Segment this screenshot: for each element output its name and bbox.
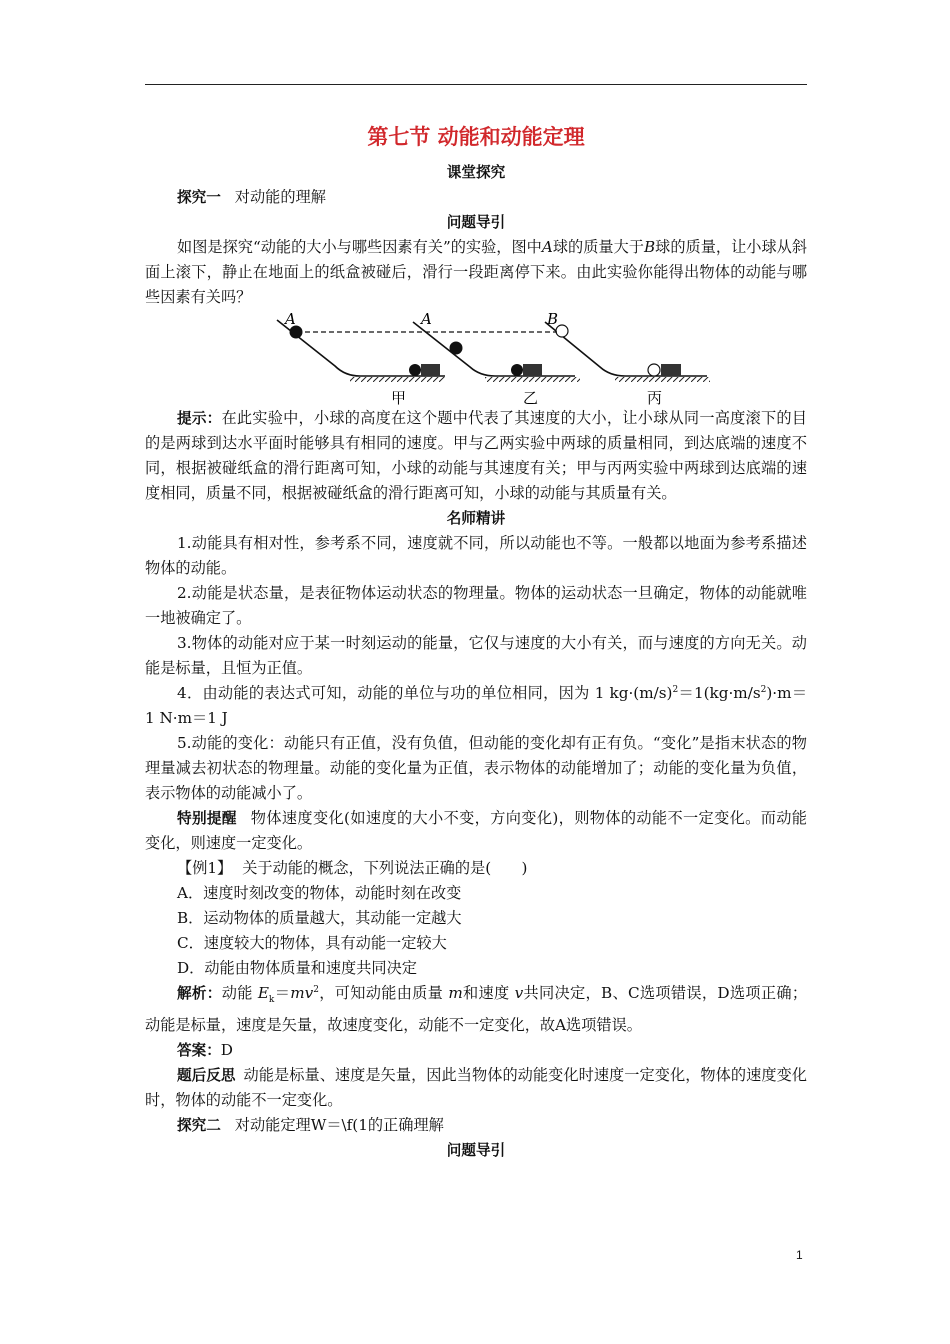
point-5: 5.动能的变化：动能只有正值，没有负值，但动能的变化却有正有负。“变化”是指末状态的物理量减去初状态的物理量。动能的变化量为正值，表示物体的动能增加了；动能的变化量为负值，表示物体的动能减小了。 — [145, 734, 807, 802]
example-option-c: C．速度较大的物体，具有动能一定较大 — [177, 934, 447, 952]
example-option-d: D．动能由物体质量和速度共同决定 — [177, 959, 417, 977]
special-reminder: 特别提醒 物体速度变化(如速度的大小不变，方向变化)，则物体的动能不一定变化。而动能变化，则速度一定变化。 — [145, 809, 807, 852]
point-4: 4．由动能的表达式可知，动能的单位与功的单位相同，因为 1 $kg\cdot(m/s)^2=1(kg\cdot m/s^2)\cdot m=1$ N·m＝1 J — [145, 684, 807, 727]
paper-box-bing — [661, 364, 681, 376]
explore-one-heading — [145, 185, 807, 210]
caption-bing: 丙 — [647, 389, 663, 406]
reflection-paragraph: 题后反思 动能是标量、速度是矢量，因此当物体的动能变化时速度一定变化，物体的速度变化时，物体的动能不一定变化。 — [145, 1066, 807, 1110]
explore-two-heading — [145, 1113, 807, 1138]
intro-paragraph: 如图是探究“动能的大小与哪些因素有关”的实验，图中A球的质量大于B球的质量，让小球从斜面上滚下，静止在地面上的纸盒被碰后，滑行一段距离停下来。由此实验你能得出物体的动能与哪些因素有关吗？ — [145, 238, 808, 306]
hint-paragraph: 提示：在此实验中，小球的高度在这个题中代表了其速度的大小，让小球从同一高度滚下的目的是两球到达水平面时能够具有相同的速度。甲与乙两实验中两球的质量相同，到达底端的速度不同，根据被碰纸盒的滑行距离可知，小球的动能与其速度有关；甲与丙两实验中两球到达底端的速度相同，质量不同，根据被碰纸盒的滑行距离可知，小球的动能与其质量有关。 — [145, 409, 807, 502]
experiment-diagram — [145, 310, 807, 406]
caption-jia: 甲 — [391, 389, 407, 406]
experiment-figure — [145, 310, 807, 406]
paper-box-jia — [421, 364, 440, 376]
analysis-paragraph: 解析：动能 $E_k=mv^2$，可知动能由质量 m和速度 v共同决定，B、C选项错误，D选项正确；动能是标量，速度是矢量，故速度变化，动能不一定变化，故A选项错误。 — [145, 984, 808, 1035]
setup-jia — [277, 310, 445, 406]
explore-two-text: 对动能定理W＝\f(1的正确理解 — [234, 1116, 444, 1135]
explore-one-label: 探究一 — [177, 189, 221, 206]
caption-yi: 乙 — [523, 389, 539, 406]
label-a-jia: A — [285, 310, 296, 328]
section-heading: 课堂探究 — [446, 164, 506, 181]
explore-two-label: 探究二 — [177, 1117, 221, 1135]
label-b-bing: B — [547, 310, 559, 328]
problem-guide-heading-2: 问题导引 — [446, 1142, 506, 1160]
paper-box-yi — [523, 364, 542, 376]
ball-bing-bottom — [648, 364, 660, 376]
example-1-question: 【例1】 关于动能的概念，下列说法正确的是( ) — [177, 859, 528, 877]
example-option-b: B．运动物体的质量越大，其动能一定越大 — [177, 909, 462, 927]
problem-guide-heading: 问题导引 — [446, 214, 506, 231]
explore-one-text: 对动能的理解 — [234, 188, 326, 206]
answer-line: 答案：D — [177, 1041, 233, 1060]
page-number: 1 — [796, 1248, 803, 1262]
setup-bing — [545, 310, 710, 406]
ball-jia-bottom — [409, 364, 421, 376]
content — [145, 122, 807, 1163]
ball-a-mid — [450, 342, 463, 355]
label-a-yi: A — [421, 310, 432, 328]
example-option-a: A．速度时刻改变的物体，动能时刻在改变 — [177, 884, 462, 902]
point-1: 1.动能具有相对性，参考系不同，速度就不同，所以动能也不等。一般都以地面为参考系描述物体的动能。 — [145, 534, 807, 577]
point-3: 3.物体的动能对应于某一时刻运动的能量，它仅与速度的大小有关，而与速度的方向无关。动能是标量，且恒为正值。 — [145, 634, 807, 677]
point-2: 2.动能是状态量，是表征物体运动状态的物理量。物体的运动状态一旦确定，物体的动能就唯一地被确定了。 — [145, 584, 807, 627]
teacher-heading: 名师精讲 — [446, 510, 506, 527]
ball-yi-bottom — [511, 364, 523, 376]
header-rule — [145, 84, 807, 85]
page-title: 第七节 动能和动能定理 — [367, 125, 585, 149]
